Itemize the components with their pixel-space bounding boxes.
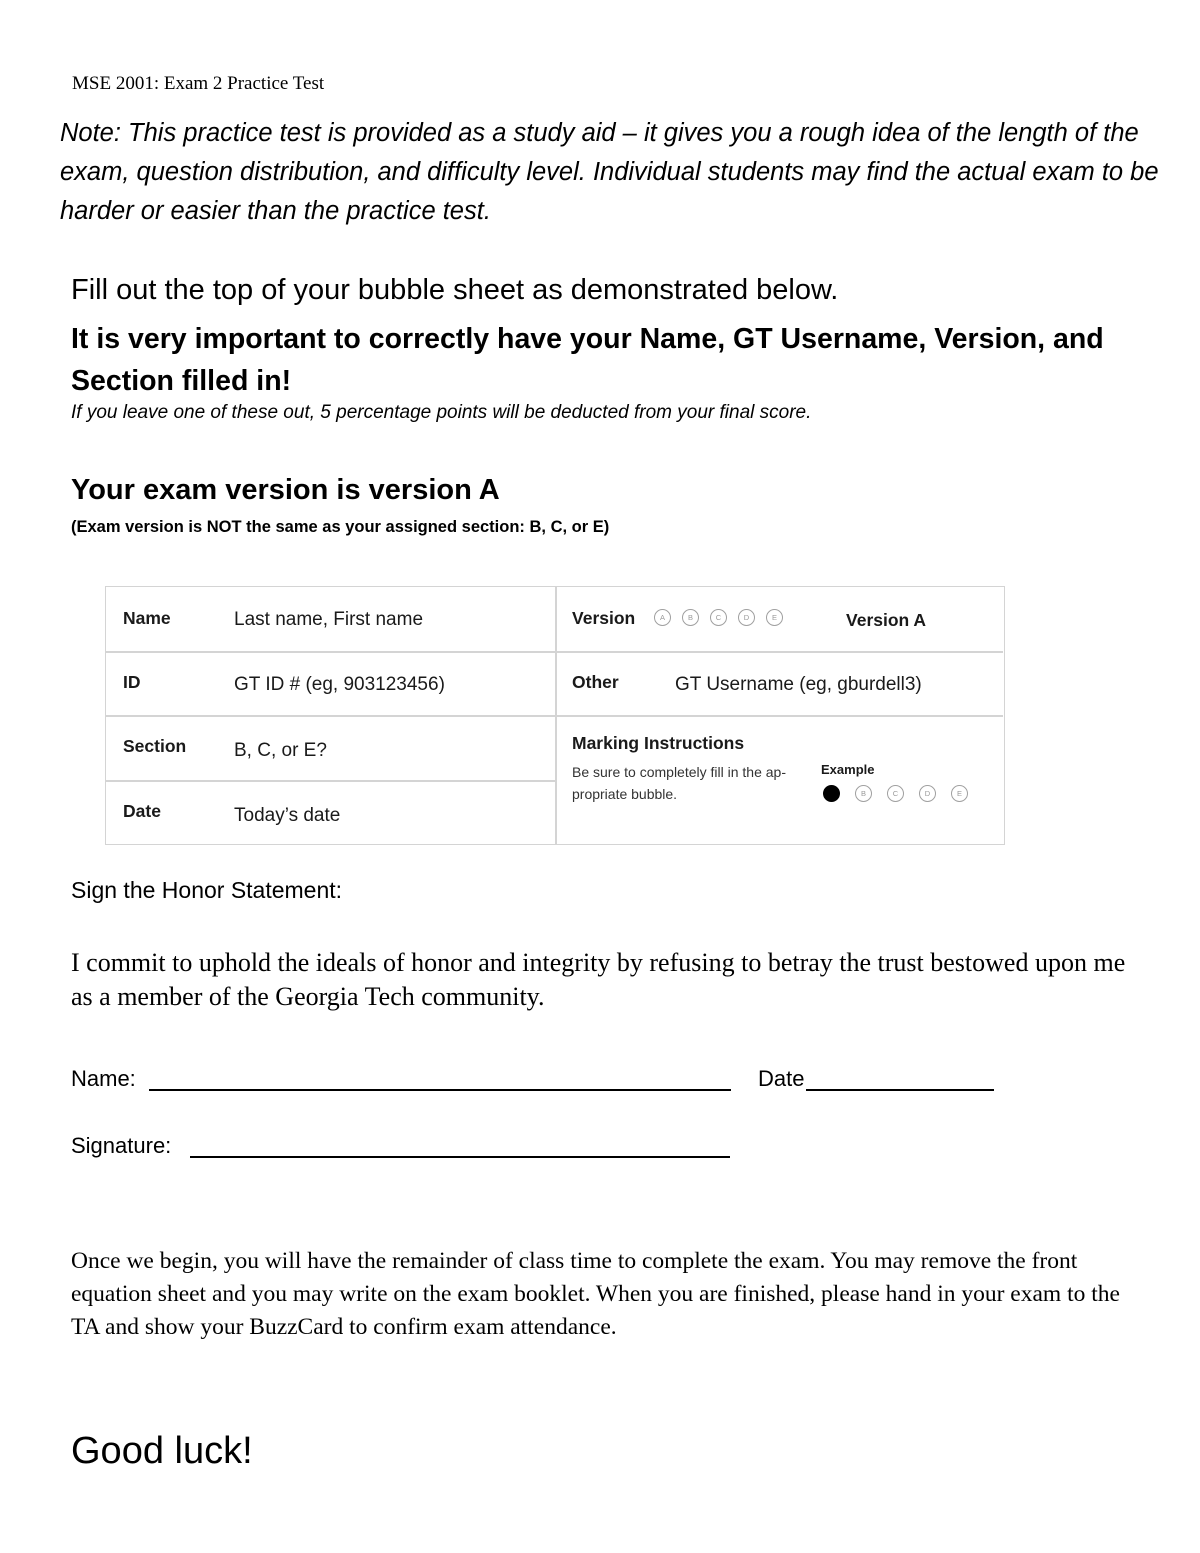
honor-statement: I commit to uphold the ideals of honor and integrity by refusing to betray the trust bestowed upon me as a member of the Georgia Tech community. bbox=[71, 948, 1126, 1011]
date-value: Today’s date bbox=[234, 805, 341, 826]
bubble-a-filled: A bbox=[823, 785, 840, 802]
study-aid-note: Note: This practice test is provided as a study aid – it gives you a rough idea of the length of the exam, question distribution, and difficulty level. Individual students may find the actual exam to be harder or easier than the practice test. bbox=[60, 119, 1159, 225]
id-value: GT ID # (eg, 903123456) bbox=[234, 674, 445, 695]
row-divider bbox=[106, 780, 555, 782]
name-signature-line[interactable] bbox=[149, 1089, 731, 1091]
section-value: B, C, or E? bbox=[234, 740, 327, 761]
signature-field-label: Signature: bbox=[71, 1133, 172, 1158]
exam-version-note: (Exam version is NOT the same as your assigned section: B, C, or E) bbox=[71, 518, 610, 536]
bubble-c: C bbox=[887, 785, 904, 802]
other-label: Other bbox=[572, 672, 619, 692]
date-signature-line[interactable] bbox=[806, 1089, 994, 1091]
honor-title: Sign the Honor Statement: bbox=[71, 877, 343, 903]
bubble-b: B bbox=[682, 609, 699, 626]
version-bubbles bbox=[654, 609, 794, 627]
marking-instructions-line1: Be sure to completely fill in the ap- bbox=[572, 764, 786, 780]
deduction-warning: If you leave one of these out, 5 percentage points will be deducted from your final score. bbox=[71, 402, 812, 423]
bubble-c: C bbox=[710, 609, 727, 626]
other-value: GT Username (eg, gburdell3) bbox=[675, 674, 922, 695]
course-title: MSE 2001: Exam 2 Practice Test bbox=[72, 73, 325, 94]
example-bubbles bbox=[823, 785, 979, 803]
signature-line[interactable] bbox=[190, 1156, 730, 1158]
bubble-sheet-example bbox=[105, 586, 1005, 845]
row-divider bbox=[106, 715, 1003, 717]
exam-version-title: Your exam version is version A bbox=[71, 474, 500, 506]
important-instruction: It is very important to correctly have your Name, GT Username, Version, and Section filled in! bbox=[71, 323, 1104, 397]
bubble-d: D bbox=[919, 785, 936, 802]
bubble-d: D bbox=[738, 609, 755, 626]
id-label: ID bbox=[123, 672, 141, 692]
name-value: Last name, First name bbox=[234, 609, 424, 630]
section-label: Section bbox=[123, 736, 187, 756]
good-luck: Good luck! bbox=[71, 1430, 253, 1472]
closing-instructions: Once we begin, you will have the remainder of class time to complete the exam. You may remove the front equation sheet and you may write on the exam booklet. When you are finished, please hand in your exam to the TA and show your BuzzCard to confirm exam attendance. bbox=[71, 1248, 1120, 1340]
name-label: Name bbox=[123, 608, 171, 628]
version-value: Version A bbox=[846, 610, 927, 630]
example-label: Example bbox=[821, 762, 875, 777]
row-divider bbox=[106, 651, 1003, 653]
bubble-a: A bbox=[654, 609, 671, 626]
fill-out-instruction: Fill out the top of your bubble sheet as demonstrated below. bbox=[71, 274, 839, 306]
version-label: Version bbox=[572, 608, 636, 628]
bubble-e: E bbox=[951, 785, 968, 802]
name-field-label: Name: bbox=[71, 1066, 136, 1091]
date-label: Date bbox=[123, 801, 161, 821]
date-field-label: Date bbox=[758, 1066, 805, 1091]
bubble-e: E bbox=[766, 609, 783, 626]
marking-instructions-title: Marking Instructions bbox=[572, 733, 745, 753]
marking-instructions-line2: propriate bubble. bbox=[572, 786, 678, 802]
bubble-b: B bbox=[855, 785, 872, 802]
